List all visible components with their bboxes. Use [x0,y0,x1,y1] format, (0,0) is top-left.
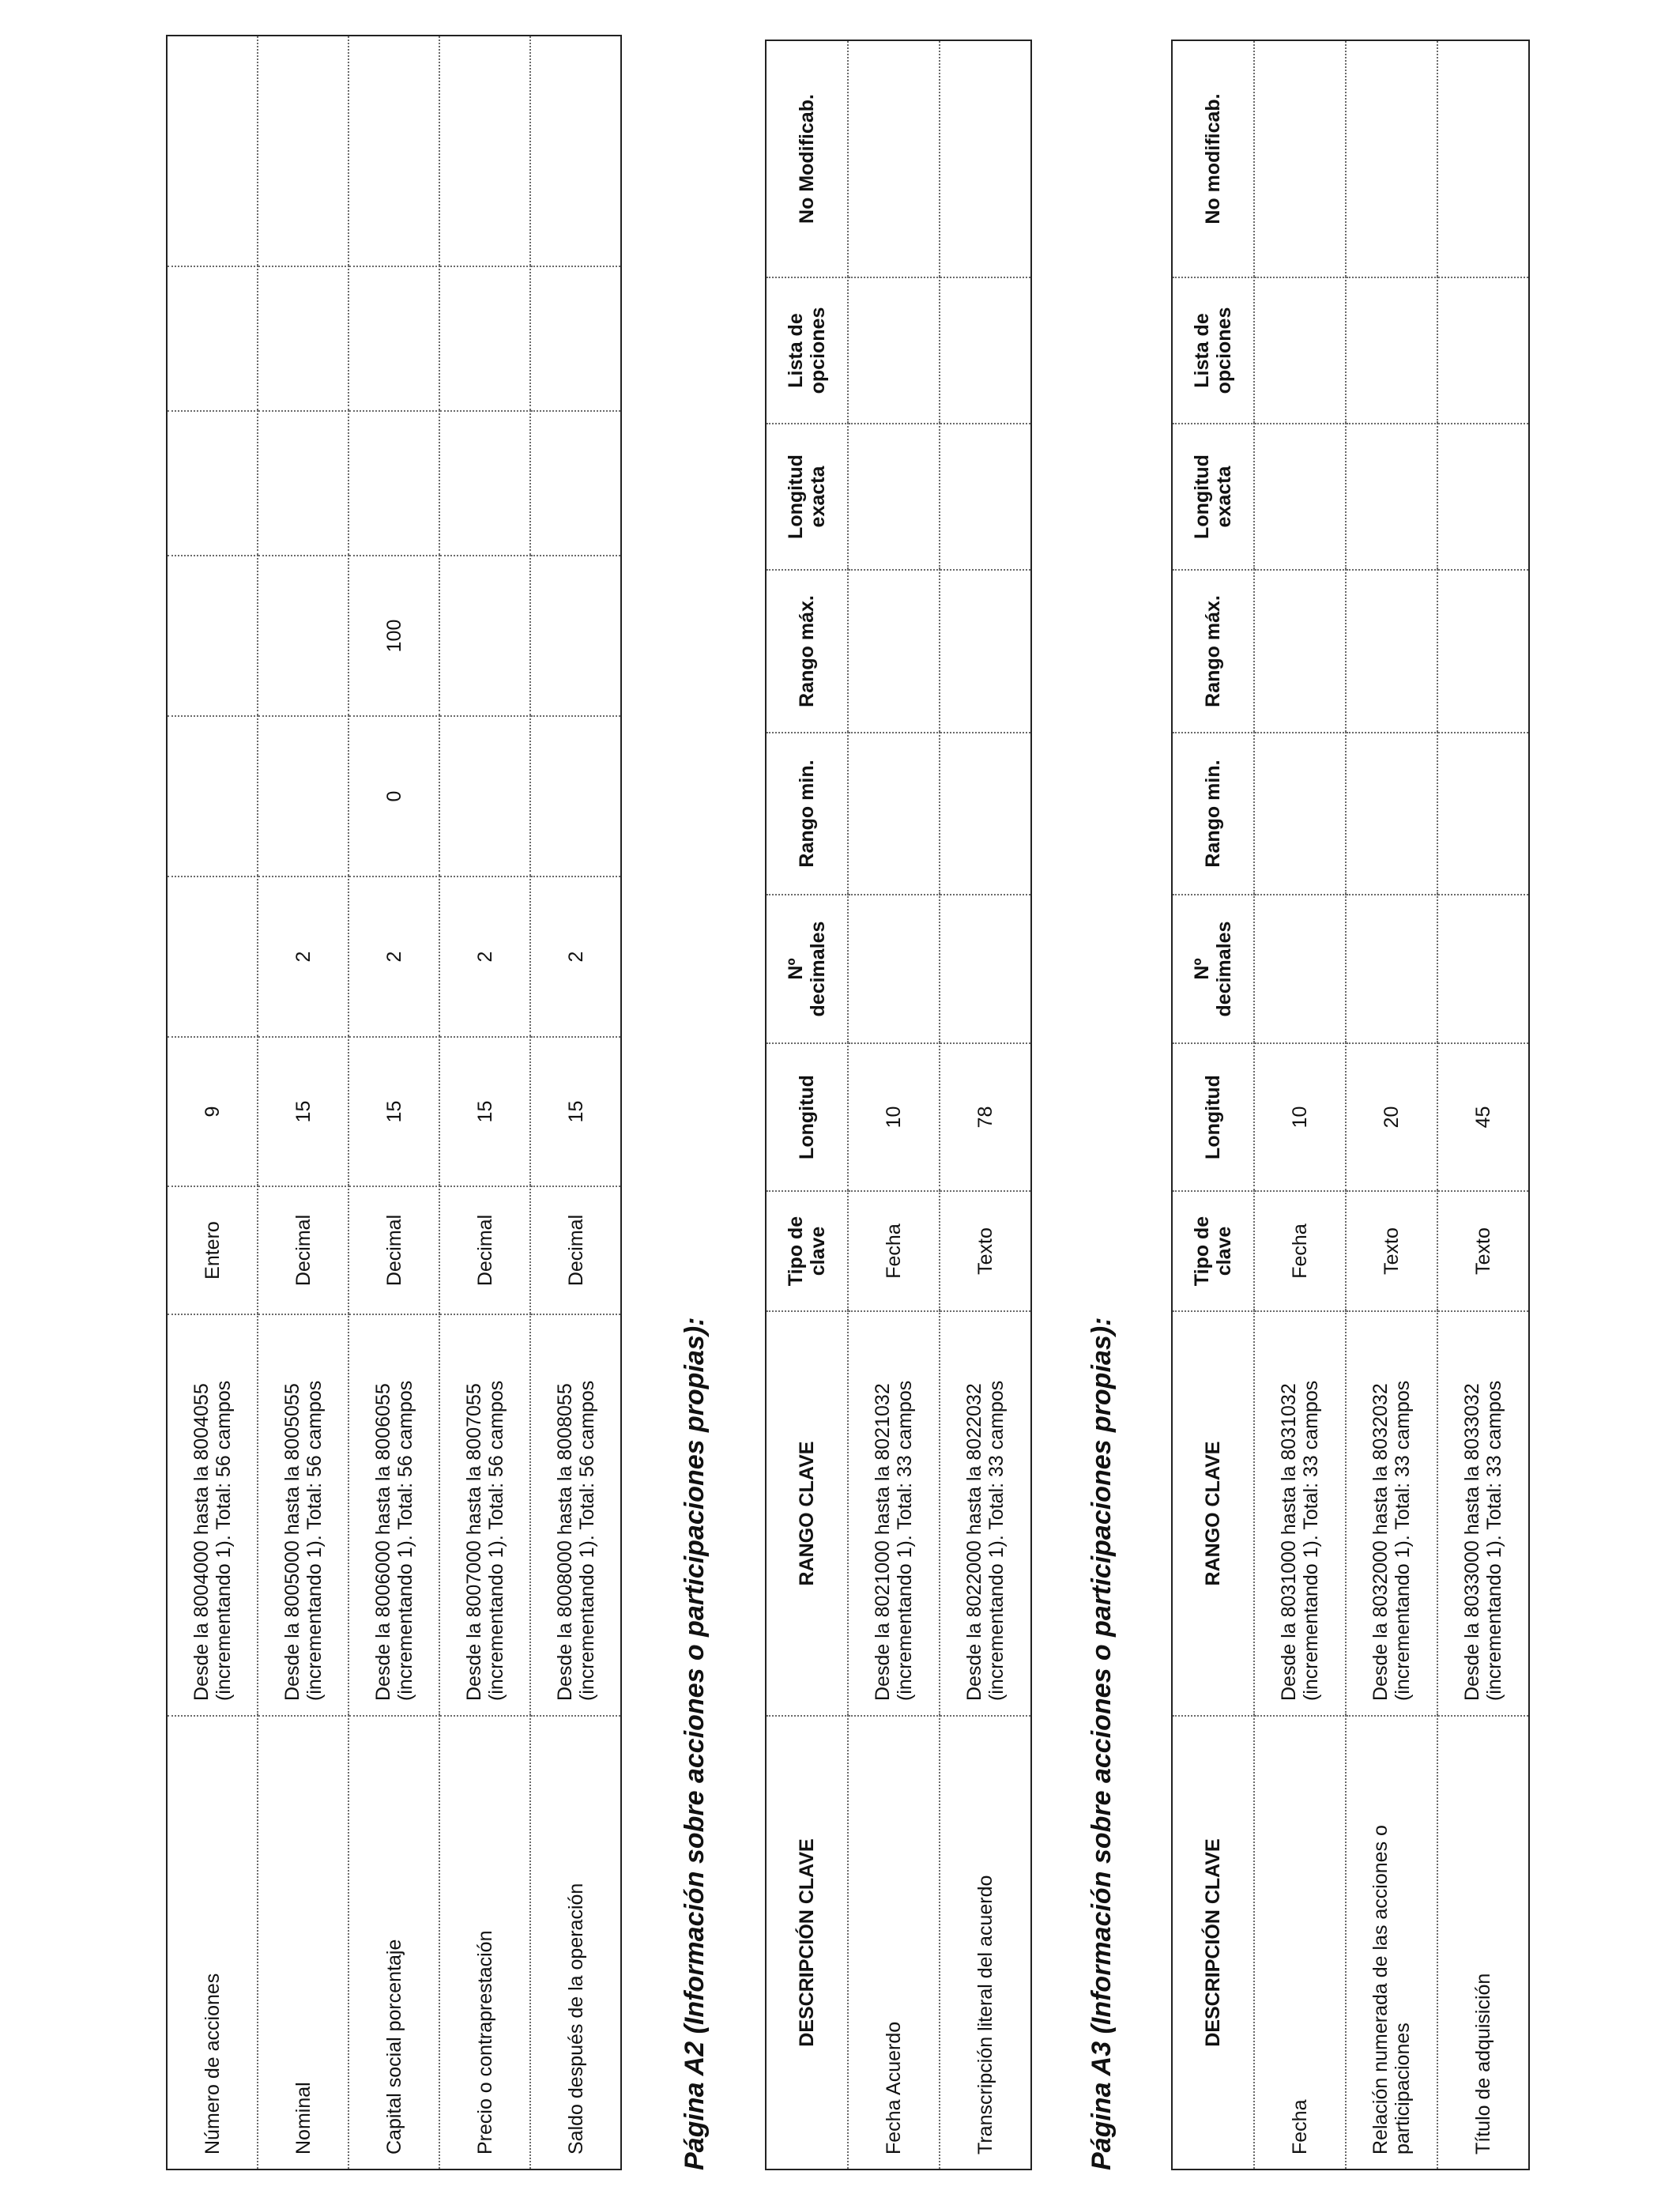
max-range-cell [1346,570,1437,733]
header-description: DESCRIPCIÓN CLAVE [766,1716,848,2169]
length-cell: 10 [1254,1043,1346,1191]
options-list-cell [1437,277,1529,424]
decimals-cell [167,876,258,1037]
max-range-cell [167,556,258,716]
key-type-cell: Decimal [439,1186,530,1314]
header-not-editable: No Modificab. [766,40,848,277]
max-range-cell [940,570,1031,733]
key-type-cell: Texto [1437,1191,1529,1311]
not-editable-cell [1254,40,1346,277]
header-row [1172,40,1254,2169]
header-range: RANGO CLAVE [766,1311,848,1716]
max-range-cell: 100 [348,556,439,716]
not-editable-cell [348,36,439,266]
options-list-cell [1346,277,1437,424]
header-max-range: Rango máx. [766,570,848,733]
section-title-a3: Página A3 (Información sobre acciones o participaciones propias): [1087,1317,1117,2170]
header-min-range: Rango min. [766,733,848,895]
options-list-cell [848,277,940,424]
header-description: DESCRIPCIÓN CLAVE [1172,1716,1254,2169]
table-row [167,36,258,2169]
min-range-cell [1346,733,1437,895]
description-cell: Fecha Acuerdo [848,1716,940,2169]
decimals-cell [940,895,1031,1043]
options-list-cell [1254,277,1346,424]
max-range-cell [1437,570,1529,733]
description-cell: Saldo después de la operación [530,1716,621,2169]
header-length: Longitud [766,1043,848,1191]
range-cell: Desde la 8033000 hasta la 8033032 (incrementando 1). Total: 33 campos [1437,1311,1529,1716]
min-range-cell [940,733,1031,895]
exact-length-cell [940,424,1031,570]
not-editable-cell [1346,40,1437,277]
exact-length-cell [258,411,348,556]
key-type-cell: Decimal [348,1186,439,1314]
options-list-cell [940,277,1031,424]
key-type-cell: Fecha [848,1191,940,1311]
exact-length-cell [439,411,530,556]
min-range-cell [530,716,621,876]
decimals-cell [848,895,940,1043]
exact-length-cell [848,424,940,570]
min-range-cell [439,716,530,876]
range-cell: Desde la 8006000 hasta la 8006055 (incrementando 1). Total: 56 campos [348,1314,439,1716]
description-cell: Título de adquisición [1437,1716,1529,2169]
header-exact-length: Longitud exacta [1172,424,1254,570]
table-row [1437,40,1529,2169]
options-list-cell [167,266,258,411]
description-cell: Transcripción literal del acuerdo [940,1716,1031,2169]
description-cell: Número de acciones [167,1716,258,2169]
not-editable-cell [167,36,258,266]
min-range-cell [1254,733,1346,895]
section-title-a2: Página A2 (Información sobre acciones o participaciones propias): [680,1317,710,2170]
decimals-cell: 2 [348,876,439,1037]
decimals-cell [1346,895,1437,1043]
table-row [258,36,348,2169]
max-range-cell [530,556,621,716]
header-row [766,40,848,2169]
range-cell: Desde la 8005000 hasta la 8005055 (incrementando 1). Total: 56 campos [258,1314,348,1716]
header-key-type: Tipo de clave [1172,1191,1254,1311]
range-cell: Desde la 8031000 hasta la 8031032 (incrementando 1). Total: 33 campos [1254,1311,1346,1716]
not-editable-cell [848,40,940,277]
header-length: Longitud [1172,1043,1254,1191]
decimals-cell: 2 [258,876,348,1037]
options-list-cell [258,266,348,411]
key-type-cell: Texto [940,1191,1031,1311]
exact-length-cell [1254,424,1346,570]
decimals-cell [1437,895,1529,1043]
key-type-cell: Decimal [530,1186,621,1314]
table-row [1254,40,1346,2169]
length-cell: 15 [348,1037,439,1186]
exact-length-cell [167,411,258,556]
description-cell: Relación numerada de las acciones o participaciones [1346,1716,1437,2169]
header-exact-length: Longitud exacta [766,424,848,570]
max-range-cell [258,556,348,716]
description-cell: Capital social porcentaje [348,1716,439,2169]
range-cell: Desde la 8007000 hasta la 8007055 (incrementando 1). Total: 56 campos [439,1314,530,1716]
exact-length-cell [1437,424,1529,570]
header-not-editable: No modificab. [1172,40,1254,277]
key-type-cell: Texto [1346,1191,1437,1311]
range-cell: Desde la 8021000 hasta la 8021032 (incrementando 1). Total: 33 campos [848,1311,940,1716]
range-cell: Desde la 8004000 hasta la 8004055 (incrementando 1). Total: 56 campos [167,1314,258,1716]
length-cell: 45 [1437,1043,1529,1191]
table-a3 [1171,40,1530,2170]
max-range-cell [439,556,530,716]
range-cell: Desde la 8022000 hasta la 8022032 (incrementando 1). Total: 33 campos [940,1311,1031,1716]
length-cell: 10 [848,1043,940,1191]
header-range: RANGO CLAVE [1172,1311,1254,1716]
key-type-cell: Fecha [1254,1191,1346,1311]
length-cell: 78 [940,1043,1031,1191]
header-max-range: Rango máx. [1172,570,1254,733]
min-range-cell [167,716,258,876]
min-range-cell [1437,733,1529,895]
min-range-cell [848,733,940,895]
header-key-type: Tipo de clave [766,1191,848,1311]
decimals-cell [1254,895,1346,1043]
key-type-cell: Entero [167,1186,258,1314]
length-cell: 15 [439,1037,530,1186]
table-row [1346,40,1437,2169]
decimals-cell: 2 [530,876,621,1037]
header-decimals: Nº decimales [766,895,848,1043]
options-list-cell [530,266,621,411]
description-cell: Precio o contraprestación [439,1716,530,2169]
max-range-cell [1254,570,1346,733]
max-range-cell [848,570,940,733]
exact-length-cell [1346,424,1437,570]
table-row [439,36,530,2169]
length-cell: 9 [167,1037,258,1186]
table-row [530,36,621,2169]
table-row [940,40,1031,2169]
min-range-cell [258,716,348,876]
length-cell: 15 [530,1037,621,1186]
options-list-cell [439,266,530,411]
key-type-cell: Decimal [258,1186,348,1314]
exact-length-cell [530,411,621,556]
min-range-cell: 0 [348,716,439,876]
range-cell: Desde la 8008000 hasta la 8008055 (incrementando 1). Total: 56 campos [530,1314,621,1716]
length-cell: 20 [1346,1043,1437,1191]
table-row [848,40,940,2169]
header-min-range: Rango min. [1172,733,1254,895]
table-row [348,36,439,2169]
not-editable-cell [1437,40,1529,277]
decimals-cell: 2 [439,876,530,1037]
header-options-list: Lista de opciones [766,277,848,424]
options-list-cell [348,266,439,411]
not-editable-cell [530,36,621,266]
continuation-table [166,35,622,2170]
header-options-list: Lista de opciones [1172,277,1254,424]
not-editable-cell [940,40,1031,277]
description-cell: Fecha [1254,1716,1346,2169]
description-cell: Nominal [258,1716,348,2169]
range-cell: Desde la 8032000 hasta la 8032032 (incrementando 1). Total: 33 campos [1346,1311,1437,1716]
table-a2 [765,40,1032,2170]
not-editable-cell [258,36,348,266]
length-cell: 15 [258,1037,348,1186]
exact-length-cell [348,411,439,556]
not-editable-cell [439,36,530,266]
header-decimals: Nº decimales [1172,895,1254,1043]
